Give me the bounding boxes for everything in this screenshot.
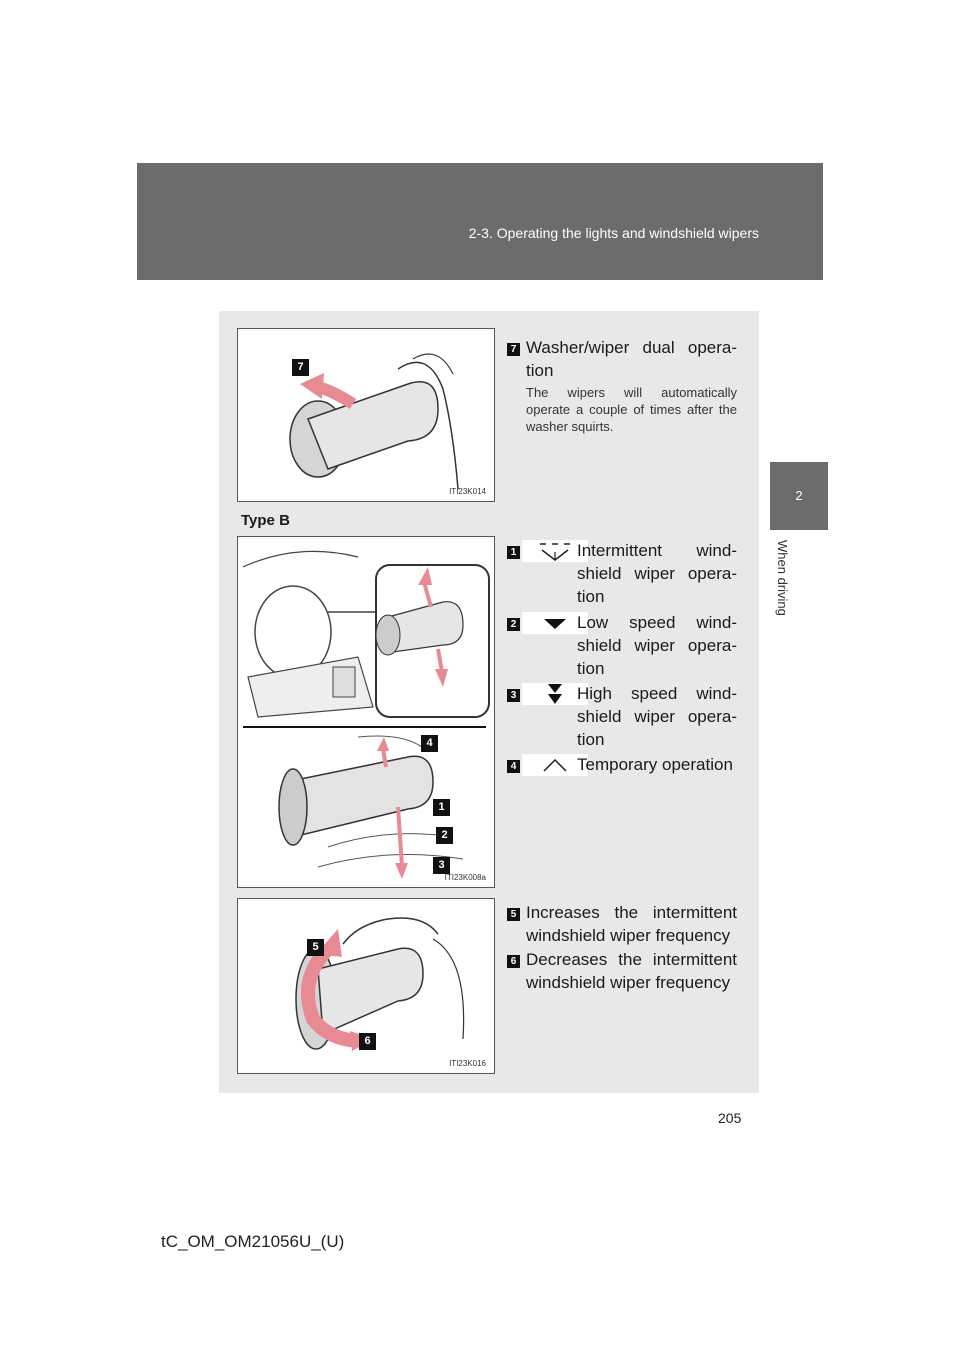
item-badge-5: 5 — [507, 908, 520, 921]
chapter-tab: 2 — [770, 462, 828, 530]
wiper-positions-illustration — [238, 537, 494, 887]
item-label-6: Decreases the intermittent windshield wiper frequency — [526, 950, 737, 992]
item-label-4: Temporary operation — [577, 755, 733, 774]
figure-callout-6: 6 — [359, 1033, 376, 1050]
item-label-1: Intermittent wind-shield wiper opera-tion — [577, 541, 737, 606]
item-badge-4: 4 — [507, 760, 520, 773]
item-badge-6: 6 — [507, 955, 520, 968]
section-title: 2-3. Operating the lights and windshield wipers — [468, 225, 759, 241]
figure-callout-1: 1 — [433, 799, 450, 816]
figure-callout-4: 4 — [421, 735, 438, 752]
figure-callout-5: 5 — [307, 939, 324, 956]
item-badge-2: 2 — [507, 618, 520, 631]
item-badge-1: 1 — [507, 546, 520, 559]
page-number: 205 — [718, 1110, 742, 1126]
document-code: tC_OM_OM21056U_(U) — [161, 1232, 345, 1251]
type-b-heading: Type B — [241, 512, 290, 529]
header-band — [137, 163, 823, 280]
item-label-2: Low speed wind-shield wiper opera-tion — [577, 613, 737, 678]
item-badge-7: 7 — [507, 343, 520, 356]
item-label-3: High speed wind-shield wiper opera-tion — [577, 684, 737, 749]
figure-callout-7: 7 — [292, 359, 309, 376]
chapter-label: When driving — [775, 540, 790, 616]
item-description-7: The wipers will automatically operate a couple of times after the washer squirts. — [526, 385, 737, 434]
figure-wiper-positions — [237, 536, 495, 888]
figure-callout-3: 3 — [433, 857, 450, 874]
item-title-7: Washer/wiper dual opera-tion — [526, 338, 737, 380]
figure-code: ITI23K014 — [449, 487, 486, 496]
figure-code: ITI23K008a — [444, 873, 486, 882]
figure-frequency-adjust — [237, 898, 495, 1074]
washer-lever-illustration — [238, 329, 494, 501]
figure-callout-2: 2 — [436, 827, 453, 844]
item-badge-3: 3 — [507, 689, 520, 702]
figure-washer-lever — [237, 328, 495, 502]
figure-code: ITI23K016 — [449, 1059, 486, 1068]
item-label-5: Increases the intermittent windshield wiper frequency — [526, 903, 737, 945]
